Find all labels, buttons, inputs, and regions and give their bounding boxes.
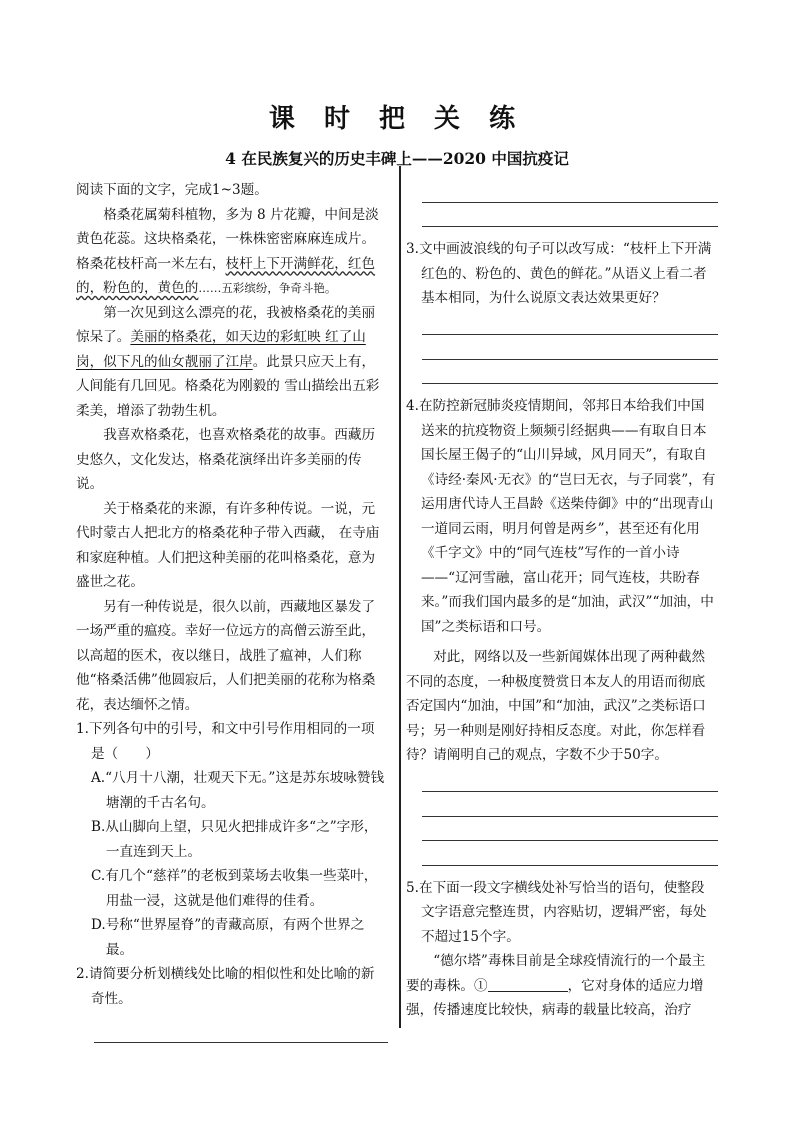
passage-paragraph-4: 关于格桑花的来源，有许多种传说。一说，元代时蒙古人把北方的格桑花种子带入西藏， 在寺庙和家庭种植。人们把这种美丽的花叫格桑花，意为盛世之花。	[76, 500, 380, 590]
question-1-option-c: C.有几个“慈祥”的老板到菜场去收集一些菜叶，用盐一浸，这就是他们难得的佳肴。	[90, 868, 378, 909]
passage-paragraph-3: 我喜欢格桑花，也喜欢格桑花的故事。西藏历史悠久，文化发达，格桑花演绎出许多美丽的传说。	[76, 427, 376, 492]
question-5-passage: “德尔塔”毒株目前是全球疫情流行的一个最主要的毒株。① ，它对身体的适应力增强，传播速度比较快，病毒的载量比较高，治疗	[406, 953, 706, 1018]
right-column	[406, 178, 718, 1023]
wavy-underlined-sentence: 枝杆上下开满鲜花，红色的，粉色的，黄色的	[76, 255, 376, 296]
answer-line-q4-3[interactable]	[422, 817, 718, 842]
page-title: 课 时 把 关 练	[268, 104, 526, 134]
passage-paragraph-5: 另有一种传说是，很久以前，西藏地区暴发了一场严重的瘟疫。幸好一位远方的高僧云游至此，以高超的医术，夜以继日，战胜了瘟神，人们称他“格桑活佛”他圆寂后，人们把美丽的花称为格桑花，表达缅怀之情。	[76, 598, 376, 713]
answer-line-q2-cont-1[interactable]	[422, 178, 718, 203]
question-4: 4.在防控新冠肺炎疫情期间，邻邦日本给我们中国送来的抗疫物资上频频引经据典——有取自日本国长屋王偈子的“山川异域，风月同天”，有取自《诗经·秦风·无衣》的“岂曰无衣，与子同裳”，有运用唐代诗人王昌龄《送柴侍御》中的“出现青山一道同云雨，明月何曾是两乡”，甚至还有化用《千字文》中的“同气连枝”写作的一首小诗——“辽河雪融，富山花开；同气连枝，共盼春来。”而我们国内最多的是“加油，武汉”“加油，中国”之类标语和口号。	[406, 398, 716, 635]
question-1-option-d: D.号称“世界屋脊”的青藏高原，有两个世界之最。	[90, 917, 365, 958]
column-divider	[399, 166, 401, 1028]
left-column	[76, 178, 388, 1043]
fill-blank-1[interactable]	[488, 975, 568, 992]
answer-line-q3-3[interactable]	[422, 360, 718, 385]
answer-line-q3-1[interactable]	[422, 311, 718, 336]
reading-instruction: 阅读下面的文字，完成1~3题。	[76, 182, 268, 198]
passage-paragraph-1: 格桑花属菊科植物，多为 8 片花瓣，中间是淡黄色花蕊。这块格桑花，一株株密密麻麻连成片。格桑花枝杆高一米左右，枝杆上下开满鲜花，红色的，粉色的，黄色的……五彩缤纷，争奇斗艳。	[76, 206, 379, 296]
answer-line-q4-1[interactable]	[422, 768, 718, 793]
question-5: 5.在下面一段文字横线处补写恰当的语句，使整段文字语意完整连贯，内容贴切，逻辑严密，每处不超过15个字。	[406, 879, 707, 945]
passage-paragraph-2: 第一次见到这么漂亮的花，我被格桑花的美丽惊呆了。美丽的格桑花，如天边的彩虹映 红了山岗，似下凡的仙女靓丽了江岸。此景只应天上有，人间能有几回见。格桑花为刚毅的 雪山描绘出五彩柔美，增添了勃勃生机。	[76, 304, 380, 419]
question-3: 3.文中画波浪线的句子可以改写成：“枝杆上下开满红色的、粉色的、黄色的鲜花。”从语义上看二者基本相同，为什么说原文表达效果更好？	[406, 241, 712, 306]
underlined-sentence: 美丽的格桑花，如天边的彩虹映 红了山岗，似下凡的仙女靓丽了江岸	[76, 329, 366, 370]
answer-line-q3-2[interactable]	[422, 335, 718, 360]
question-1-option-b: B.从山脚向上望，只见火把排成许多“之”字形，一直连到天上。	[90, 819, 378, 860]
lesson-subtitle: 4 在民族复兴的历史丰碑上——2020 中国抗疫记	[225, 149, 569, 168]
answer-line-q4-2[interactable]	[422, 792, 718, 817]
question-4-prompt: 对此，网络以及一些新闻媒体出现了两种截然不同的态度，一种极度赞赏日本友人的用语而彻底否定国内“加油，中国”和“加油，武汉”之类标语口号；另一种则是刚好持相反态度。对此，你怎样看待？请阐明自己的观点，字数不少于50字。	[406, 649, 706, 763]
answer-line-q2-cont-2[interactable]	[422, 203, 718, 228]
answer-line-q4-4[interactable]	[422, 841, 718, 866]
question-2: 2.请简要分析划横线处比喻的相似性和处比喻的新奇性。	[76, 966, 375, 1007]
question-1: 1.下列各句中的引号，和文中引号作用相同的一项是（ ）	[76, 721, 375, 762]
question-1-option-a: A.“八月十八潮，壮观天下无。”这是苏东坡咏赞钱塘潮的千古名句。	[90, 770, 385, 811]
answer-line-q2[interactable]	[94, 1011, 388, 1043]
